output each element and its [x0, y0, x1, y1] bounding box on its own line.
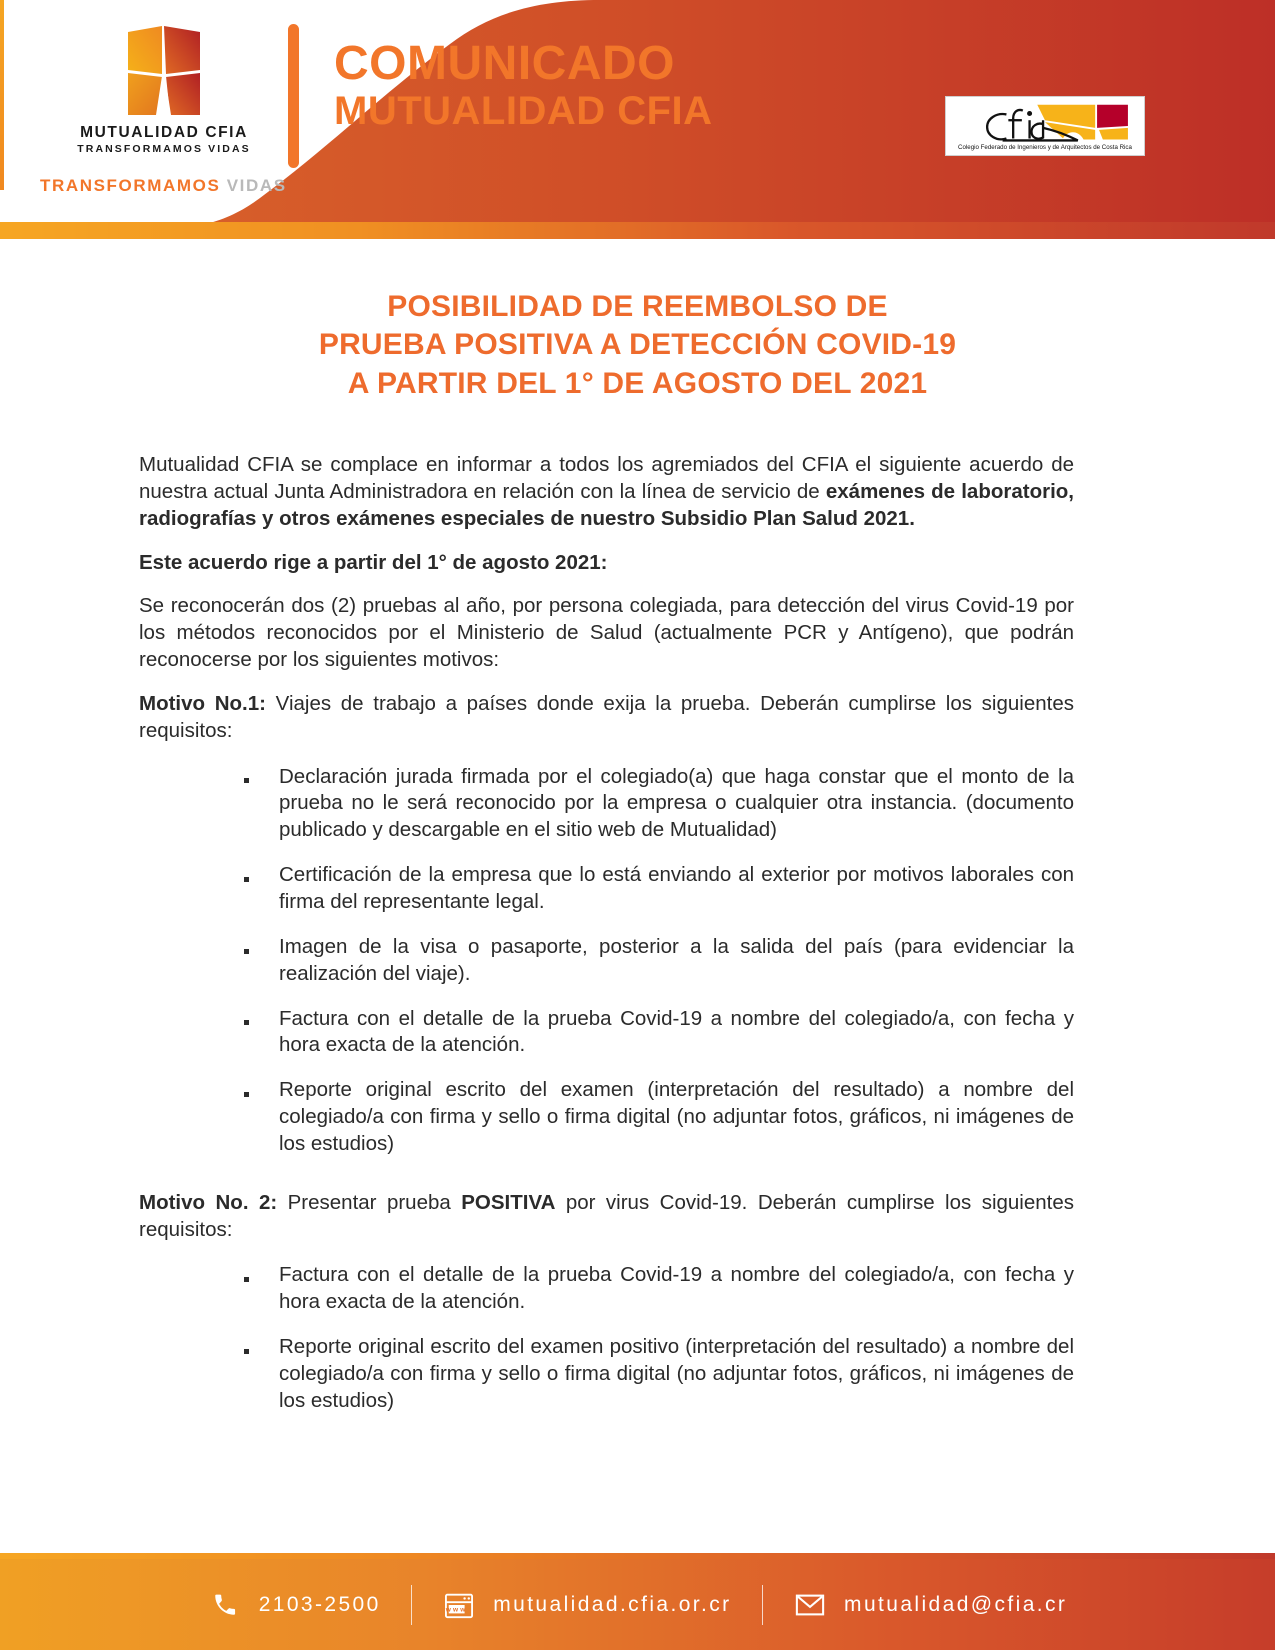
footer-email-label: mutualidad@cfia.cr — [844, 1592, 1068, 1616]
list-item: Factura con el detalle de la prueba Covid-19 a nombre del colegiado/a, con fecha y hora exacta de la atención. — [139, 1262, 1074, 1316]
effective-date-heading — [139, 550, 1074, 577]
motivo-2-requirements-list — [139, 1262, 1074, 1414]
motivo-2-positiva-emphasis: POSITIVA — [461, 1190, 556, 1214]
motivo-2-text-b: por virus Covid-19. Deberán cumplirse los siguientes requisitos: — [139, 1190, 1075, 1241]
motivo-1-paragraph — [139, 691, 1074, 745]
intro-paragraph-bold: exámenes de laboratorio, radiografías y otros exámenes especiales de nuestro Subsidio Plan Salud 2021. — [139, 479, 1074, 530]
header-slogan-strong: TRANSFORMAMOS — [40, 176, 221, 195]
page-header — [0, 0, 1275, 232]
header-slogan-light: VIDAS — [226, 176, 287, 195]
page-footer — [0, 1559, 1275, 1650]
header-banner-text — [334, 37, 713, 134]
page-title-line2: PRUEBA POSITIVA A DETECCIÓN COVID-19 — [318, 328, 957, 362]
motivo-2-text-a: Presentar prueba — [277, 1190, 462, 1214]
footer-phone-label: 2103-2500 — [258, 1592, 381, 1616]
footer-email[interactable] — [763, 1588, 1097, 1622]
cfia-logo-mark — [948, 99, 1142, 153]
motivo-2-label: Motivo No. 2: — [139, 1190, 278, 1214]
footer-phone[interactable] — [178, 1588, 411, 1622]
list-item: Declaración jurada firmada por el colegiado(a) que haga constar que el monto de la prueba no le será reconocido por la empresa o cualquier otra instancia. (documento publicado y descargable en el sitio web de Mutualidad) — [139, 764, 1074, 845]
header-divider-bar — [288, 24, 299, 168]
header-slogan — [40, 176, 287, 196]
footer-website[interactable] — [412, 1588, 761, 1622]
motivo-1-label: Motivo No.1: — [139, 691, 266, 715]
mutualidad-logo — [64, 24, 264, 155]
envelope-icon — [793, 1588, 827, 1622]
list-item: Factura con el detalle de la prueba Covid-19 a nombre del colegiado/a, con fecha y hora exacta de la atención. — [139, 1006, 1074, 1060]
banner-title-line2: MUTUALIDAD CFIA — [334, 89, 713, 133]
header-bottom-gradient-band — [0, 222, 1275, 239]
list-item: Reporte original escrito del examen (interpretación del resultado) a nombre del colegiado/a con firma y sello o firma digital (no adjuntar fotos, gráficos, ni imágenes de los estudios) — [139, 1077, 1074, 1158]
phone-icon — [208, 1588, 242, 1622]
list-item: Certificación de la empresa que lo está enviando al exterior por motivos laborales con firma del representante legal. — [139, 862, 1074, 916]
footer-website-label: mutualidad.cfia.or.cr — [493, 1592, 732, 1616]
mutualidad-logo-mark — [126, 24, 202, 117]
motivo-2-paragraph — [139, 1190, 1074, 1244]
page-title — [0, 288, 1275, 403]
mutualidad-logo-name: MUTUALIDAD CFIA — [80, 124, 248, 141]
section-spacer — [139, 1176, 1074, 1190]
cfia-logo-badge — [945, 96, 1145, 156]
intro-paragraph-plain: Mutualidad CFIA se complace en informar a todos los agremiados del CFIA el siguiente acuerdo de nuestra actual Junta Administradora en relación con la línea de servicio de — [139, 453, 1074, 503]
mutualidad-logo-tagline: TRANSFORMAMOS VIDAS — [77, 143, 251, 156]
effective-date-heading-text: Este acuerdo rige a partir del 1° de agosto 2021: — [139, 550, 608, 574]
svg-text:www: www — [445, 1606, 468, 1614]
intro-paragraph — [139, 452, 1074, 533]
list-item: Reporte original escrito del examen positivo (interpretación del resultado) a nombre del colegiado/a con firma y sello o firma digital (no adjuntar fotos, gráficos, ni imágenes de los estudios) — [139, 1334, 1074, 1415]
header-left-gold-edge — [0, 0, 4, 190]
cfia-logo-caption: Colegio Federado de Ingenieros y de Arquitectos de Costa Rica — [958, 144, 1132, 152]
page-title-line1: POSIBILIDAD DE REEMBOLSO DE — [387, 290, 888, 323]
motivo-1-text: Viajes de trabajo a países donde exija la prueba. Deberán cumplirse los siguientes requisitos: — [139, 691, 1074, 742]
browser-www-icon — [442, 1588, 476, 1622]
document-body — [139, 452, 1074, 1433]
page-title-line3: A PARTIR DEL 1° DE AGOSTO DEL 2021 — [347, 366, 928, 400]
recognition-paragraph: Se reconocerán dos (2) pruebas al año, por persona colegiada, para detección del virus Covid-19 por los métodos reconocidos por el Ministerio de Salud (actualmente PCR y Antígeno), que podrán reconocerse por los siguientes motivos: — [139, 594, 1074, 672]
banner-title-line1: COMUNICADO — [334, 37, 675, 90]
list-item: Imagen de la visa o pasaporte, posterior a la salida del país (para evidenciar la realización del viaje). — [139, 934, 1074, 988]
motivo-1-requirements-list — [139, 764, 1074, 1158]
